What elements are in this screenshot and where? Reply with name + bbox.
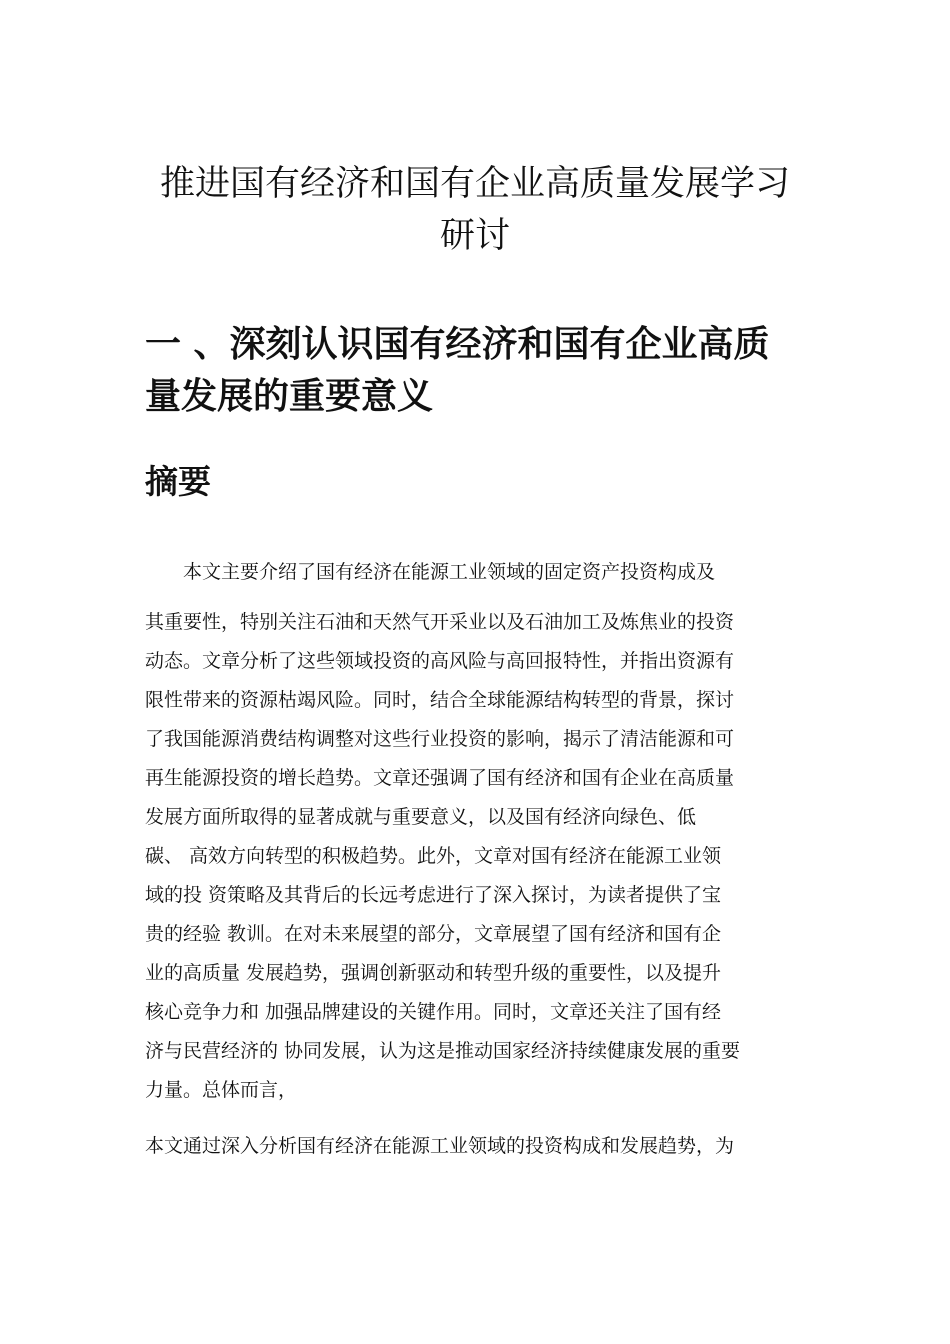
abstract-line: 了我国能源消费结构调整对这些行业投资的影响，揭示了清洁能源和可: [145, 728, 735, 750]
section-heading-line-1: 一 、深刻认识国有经济和国有企业高质: [145, 323, 770, 365]
abstract-line: 业的高质量 发展趋势，强调创新驱动和转型升级的重要性，以及提升: [145, 962, 722, 984]
section-heading: [145, 318, 825, 422]
document-title-line-2: 研讨: [439, 216, 510, 256]
abstract-line: 动态。文章分析了这些领域投资的高风险与高回报特性，并指出资源有: [145, 650, 735, 672]
abstract-line: 贵的经验 教训。在对未来展望的部分，文章展望了国有经济和国有企: [145, 923, 722, 945]
abstract-line: 限性带来的资源枯竭风险。同时，结合全球能源结构转型的背景，探讨: [145, 689, 735, 711]
abstract-line: 碳、 高效方向转型的积极趋势。此外，文章对国有经济在能源工业领: [145, 845, 722, 867]
abstract-line: 济与民营经济的 协同发展，认为这是推动国家经济持续健康发展的重要: [145, 1040, 741, 1062]
abstract-heading: 摘要: [145, 462, 211, 501]
document-title: [120, 158, 830, 262]
section-heading-line-2: 量发展的重要意义: [145, 375, 434, 417]
document-title-line-1: 推进国有经济和国有企业高质量发展学习: [159, 164, 790, 204]
abstract-line: 再生能源投资的增长趋势。文章还强调了国有经济和国有企业在高质量: [145, 767, 735, 789]
abstract-line: 域的投 资策略及其背后的长远考虑进行了深入探讨，为读者提供了宝: [145, 884, 722, 906]
abstract-line: 力量。总体而言，: [145, 1079, 298, 1101]
abstract-line: 核心竞争力和 加强品牌建设的关键作用。同时，文章还关注了国有经: [145, 1001, 722, 1023]
abstract-line: 本文通过深入分析国有经济在能源工业领域的投资构成和发展趋势，为: [145, 1135, 735, 1157]
abstract-line: 本文主要介绍了国有经济在能源工业领域的固定资产投资构成及: [183, 561, 716, 583]
abstract-line: 其重要性，特别关注石油和天然气开采业以及石油加工及炼焦业的投资: [145, 611, 735, 633]
abstract-line: 发展方面所取得的显著成就与重要意义，以及国有经济向绿色、低: [145, 806, 697, 828]
